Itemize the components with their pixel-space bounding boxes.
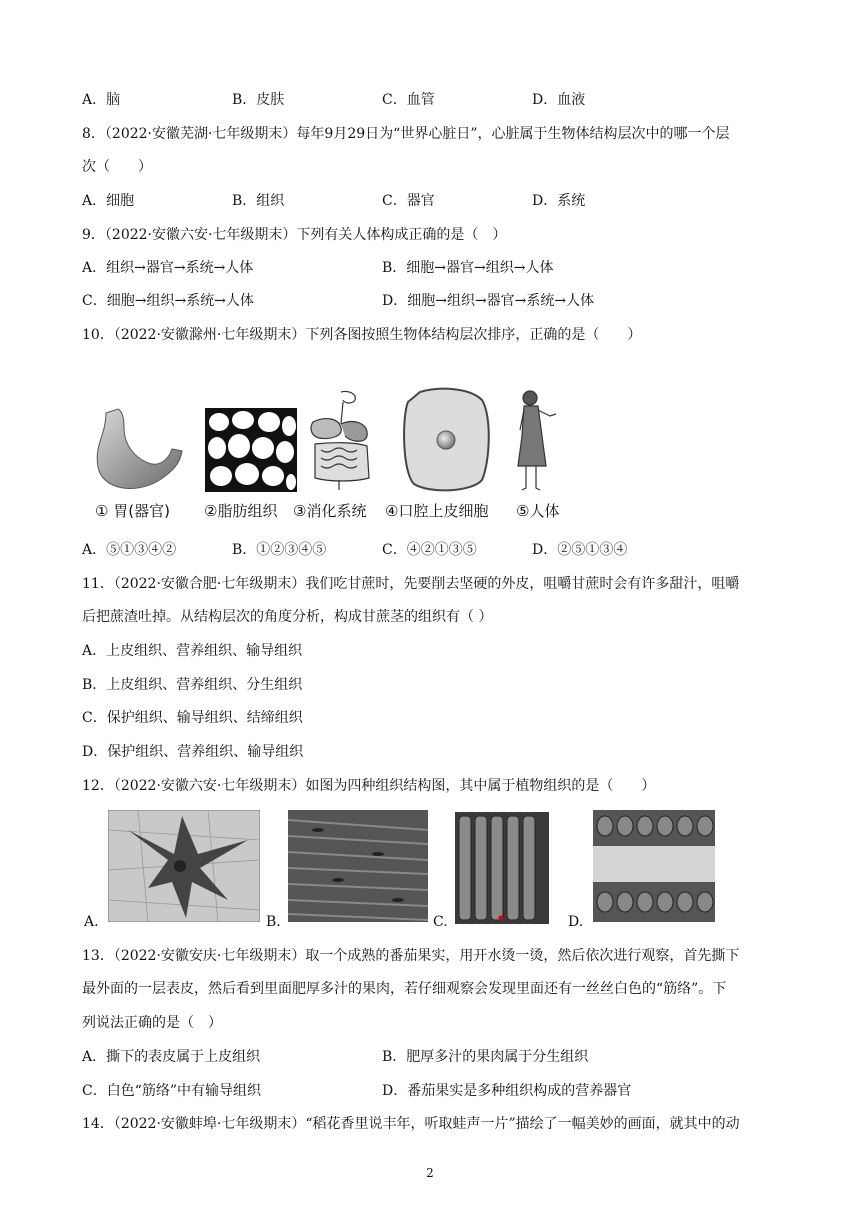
- q10-stem: 10．（2022·安徽滁州·七年级期末）下列各图按照生物体结构层次排序，正确的是（ ）: [82, 327, 642, 343]
- q13-option-b: B．肥厚多汁的果肉属于分生组织: [382, 1049, 589, 1065]
- q9-stem: 9．（2022·安徽六安·七年级期末）下列有关人体构成正确的是（ ）: [82, 227, 507, 243]
- q7-option-d: D．血液: [532, 92, 586, 108]
- muscle-tissue-micrograph: [288, 810, 428, 922]
- stomach-figure: [88, 405, 188, 495]
- human-body-figure: [510, 386, 560, 494]
- q10-option-b: B．①②③④⑤: [232, 542, 327, 558]
- adipose-tissue-figure: [205, 408, 297, 492]
- q7-option-b: B．皮肤: [232, 92, 285, 108]
- page-number: 2: [426, 1166, 434, 1180]
- q10-option-d: D．②⑤①③④: [532, 542, 628, 558]
- caption-stomach: ① 胃(器官): [95, 502, 170, 520]
- q12-label-a: A.: [84, 914, 99, 930]
- q12-label-c: C.: [433, 914, 448, 930]
- q11-option-b: B．上皮组织、营养组织、分生组织: [82, 677, 303, 693]
- digestive-system-figure: [305, 388, 377, 494]
- q8-option-d: D．系统: [532, 193, 586, 209]
- q13-option-d: D．番茄果实是多种组织构成的营养器官: [382, 1083, 632, 1099]
- q7-option-c: C．血管: [382, 92, 435, 108]
- caption-digestive-system: ③消化系统: [293, 502, 367, 520]
- q10-option-c: C．④②①③⑤: [382, 542, 477, 558]
- q11-option-d: D．保护组织、营养组织、输导组织: [82, 744, 304, 760]
- q12-label-d: D.: [568, 914, 584, 930]
- q13-stem-line1: 13．（2022·安徽安庆·七年级期末）取一个成熟的番茄果实，用开水烫一烫，然后依次进行观察，首先撕下: [82, 948, 740, 964]
- q11-stem-line2: 后把蔗渣吐掉。从结构层次的角度分析，构成甘蔗茎的组织有（ ）: [82, 609, 493, 625]
- q9-option-a: A．组织→器官→系统→人体: [82, 260, 254, 276]
- q7-option-a: A．脑: [82, 92, 121, 108]
- epithelial-tissue-micrograph: [593, 810, 715, 922]
- q10-option-a: A．⑤①③④②: [82, 542, 177, 558]
- q8-stem-line1: 8．（2022·安徽芜湖·七年级期末）每年9月29日为“世界心脏日”，心脏属于生物体结构层次中的哪一个层: [82, 126, 730, 142]
- q11-option-c: C．保护组织、输导组织、结缔组织: [82, 710, 303, 726]
- caption-human-body: ⑤人体: [516, 502, 560, 520]
- q11-option-a: A．上皮组织、营养组织、输导组织: [82, 643, 303, 659]
- q8-option-b: B．组织: [232, 193, 285, 209]
- q11-stem-line1: 11．（2022·安徽合肥·七年级期末）我们吃甘蔗时，先要削去坚硬的外皮，咀嚼甘蔗时会有许多甜汁，咀嚼: [82, 576, 740, 592]
- caption-adipose-tissue: ②脂肪组织: [204, 502, 278, 520]
- q14-stem-line1: 14．（2022·安徽蚌埠·七年级期末）“稻花香里说丰年，听取蛙声一片”描绘了一幅美妙的画面，就其中的动: [82, 1116, 740, 1132]
- q13-stem-line3: 列说法正确的是（ ）: [82, 1015, 222, 1031]
- conducting-tissue-figure: [455, 812, 549, 924]
- q8-option-a: A．细胞: [82, 193, 135, 209]
- q9-option-d: D．细胞→组织→器官→系统→人体: [382, 293, 595, 309]
- q12-label-b: B.: [266, 914, 281, 930]
- oral-epithelial-cell-figure: [400, 386, 492, 494]
- q13-option-a: A．撕下的表皮属于上皮组织: [82, 1049, 261, 1065]
- nerve-tissue-micrograph: [108, 810, 260, 922]
- q13-stem-line2: 最外面的一层表皮，然后看到里面肥厚多汁的果肉，若仔细观察会发现里面还有一丝丝白色的“筋络”。下: [82, 981, 727, 997]
- caption-epithelial-cell: ④口腔上皮细胞: [385, 502, 489, 520]
- q9-option-c: C．细胞→组织→系统→人体: [82, 293, 254, 309]
- q12-stem: 12．（2022·安徽六安·七年级期末）如图为四种组织结构图，其中属于植物组织的是（ ）: [82, 778, 656, 794]
- q9-option-b: B．细胞→器官→组织→人体: [382, 260, 554, 276]
- q8-option-c: C．器官: [382, 193, 435, 209]
- q13-option-c: C．白色“筋络”中有输导组织: [82, 1083, 262, 1099]
- q8-stem-line2: 次（ ）: [82, 159, 152, 175]
